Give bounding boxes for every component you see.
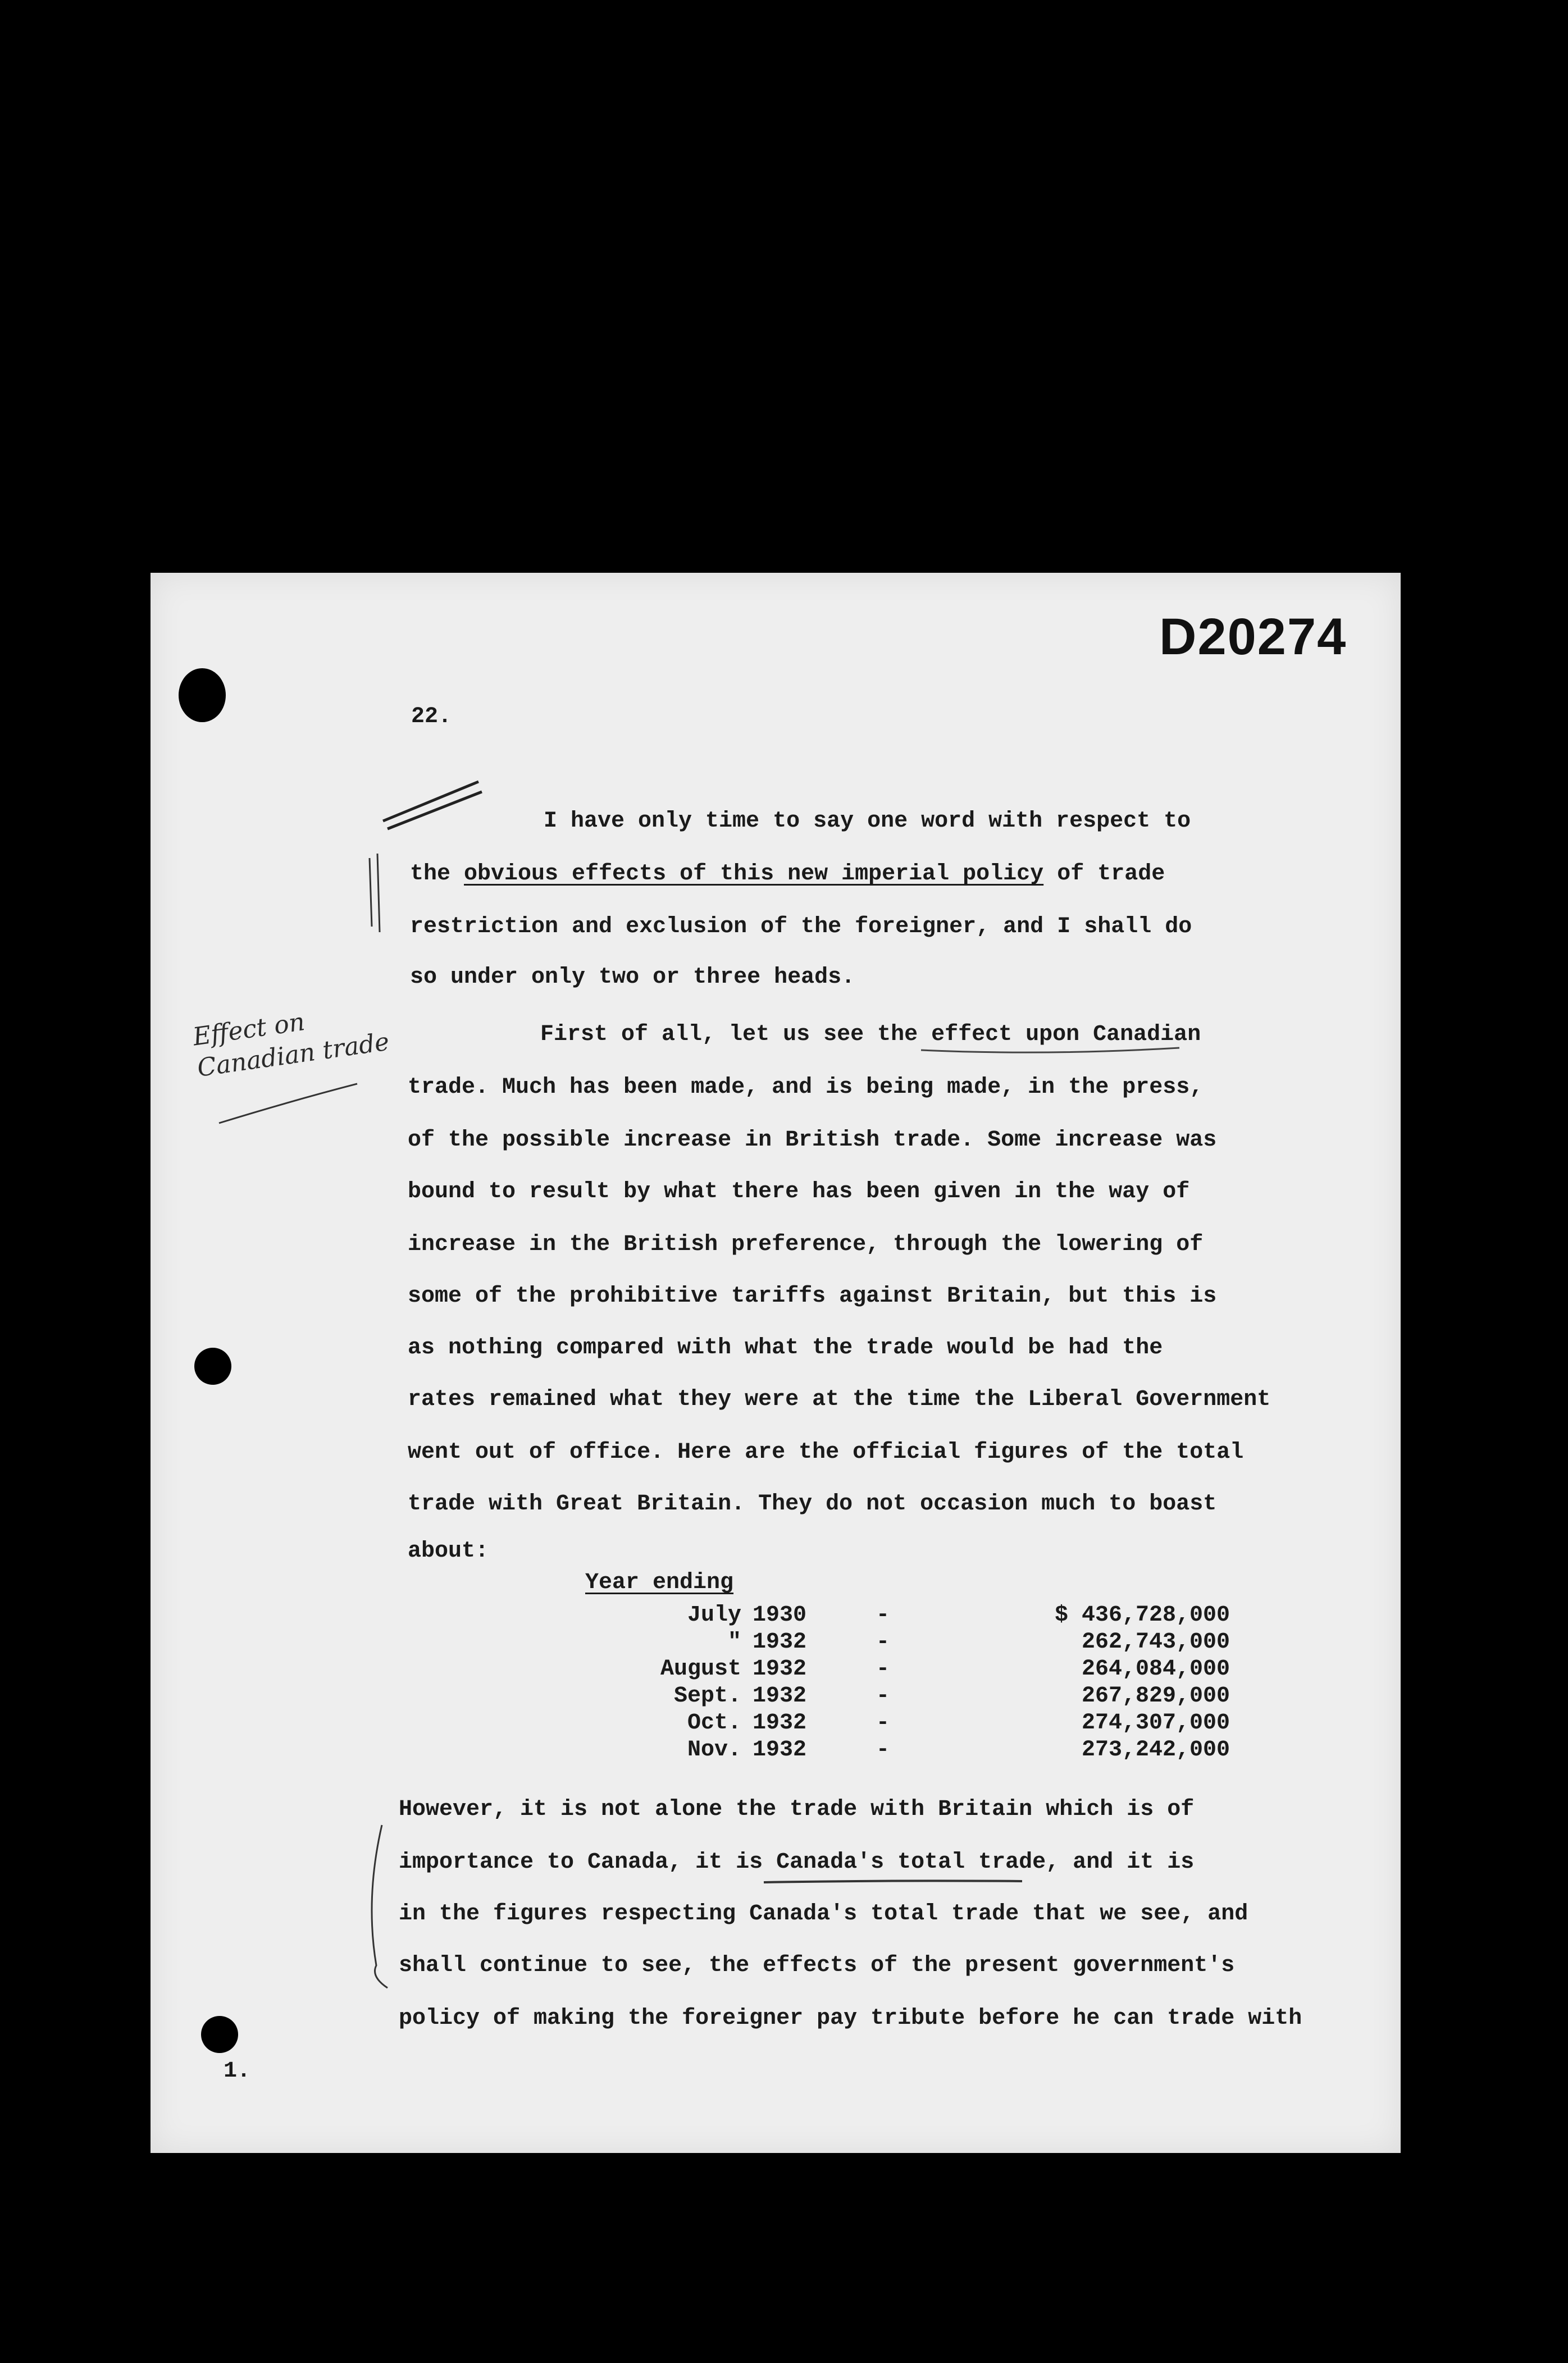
cell-month: Oct. xyxy=(687,1710,741,1736)
p1-line-3: restriction and exclusion of the foreigner, and I shall do xyxy=(410,914,1192,939)
p1-line-1: I have only time to say one word with respect to xyxy=(544,809,1191,834)
cell-month: " xyxy=(727,1630,741,1655)
p2-line-5: increase in the British preference, through the lowering of xyxy=(408,1232,1204,1257)
cell-year: 1932 xyxy=(753,1630,807,1655)
p2-line-3: of the possible increase in British trade. Some increase was xyxy=(408,1128,1217,1153)
cell-year: 1932 xyxy=(753,1657,807,1682)
underlined-phrase: obvious effects of this new imperial policy xyxy=(464,861,1044,887)
cell-month: July xyxy=(687,1603,741,1628)
p3-line-5: policy of making the foreigner pay tribute before he can trade with xyxy=(399,2006,1302,2031)
p3-line-1: However, it is not alone the trade with Britain which is of xyxy=(399,1797,1195,1822)
canada-total-underline xyxy=(764,1881,1022,1882)
p1-line-4: so under only two or three heads. xyxy=(410,965,855,990)
cell-month: Sept. xyxy=(673,1684,741,1709)
note-underline xyxy=(219,1084,357,1123)
cell-amount: 274,307,000 xyxy=(1081,1710,1230,1736)
p2-line-2: trade. Much has been made, and is being made, in the press, xyxy=(408,1075,1204,1100)
footer-mark: 1. xyxy=(224,2059,251,2084)
cell-dash: - xyxy=(876,1737,890,1763)
archive-stamp: D20274 xyxy=(1159,608,1347,665)
cell-year: 1932 xyxy=(753,1684,807,1709)
double-slash-mark xyxy=(383,782,482,829)
cell-dash: - xyxy=(876,1603,890,1628)
cell-amount: 264,084,000 xyxy=(1081,1657,1230,1682)
effect-underline xyxy=(921,1048,1179,1052)
cell-amount: 262,743,000 xyxy=(1081,1630,1230,1655)
cell-amount: 267,829,000 xyxy=(1081,1684,1230,1709)
cell-dash: - xyxy=(876,1630,890,1655)
cell-month: Nov. xyxy=(687,1737,741,1763)
margin-note: Effect on Canadian trade xyxy=(191,1007,391,1083)
cell-year: 1932 xyxy=(753,1737,807,1763)
cell-dash: - xyxy=(876,1657,890,1682)
p2-line-8: rates remained what they were at the time the Liberal Government xyxy=(408,1387,1271,1412)
p2-line-10: trade with Great Britain. They do not occasion much to boast xyxy=(408,1491,1217,1517)
cell-amount: 273,242,000 xyxy=(1081,1737,1230,1763)
p3-line-2: importance to Canada, it is Canada's total trade, and it is xyxy=(399,1850,1195,1875)
cell-month: August xyxy=(660,1657,741,1682)
cell-year: 1930 xyxy=(753,1603,807,1628)
p1-line-2: the obvious effects of this new imperial policy of trade xyxy=(410,861,1165,887)
cell-year: 1932 xyxy=(753,1710,807,1736)
margin-bracket-mark xyxy=(372,1825,388,1988)
margin-bar-mark xyxy=(370,854,380,932)
p2-line-1: First of all, let us see the effect upon Canadian xyxy=(540,1022,1201,1047)
page-number: 22. xyxy=(411,704,452,729)
p2-line-6: some of the prohibitive tariffs against Britain, but this is xyxy=(408,1284,1217,1309)
p2-line-11: about: xyxy=(408,1539,489,1564)
p2-line-7: as nothing compared with what the trade would be had the xyxy=(408,1335,1163,1361)
cell-amount: $ 436,728,000 xyxy=(1054,1603,1230,1628)
p3-line-3: in the figures respecting Canada's total trade that we see, and xyxy=(399,1901,1248,1927)
cell-dash: - xyxy=(876,1684,890,1709)
p2-line-4: bound to result by what there has been given in the way of xyxy=(408,1179,1190,1205)
p2-line-9: went out of office. Here are the official figures of the total xyxy=(408,1440,1244,1465)
cell-dash: - xyxy=(876,1710,890,1736)
table-header: Year ending xyxy=(585,1570,734,1595)
p3-line-4: shall continue to see, the effects of the present government's xyxy=(399,1953,1235,1978)
